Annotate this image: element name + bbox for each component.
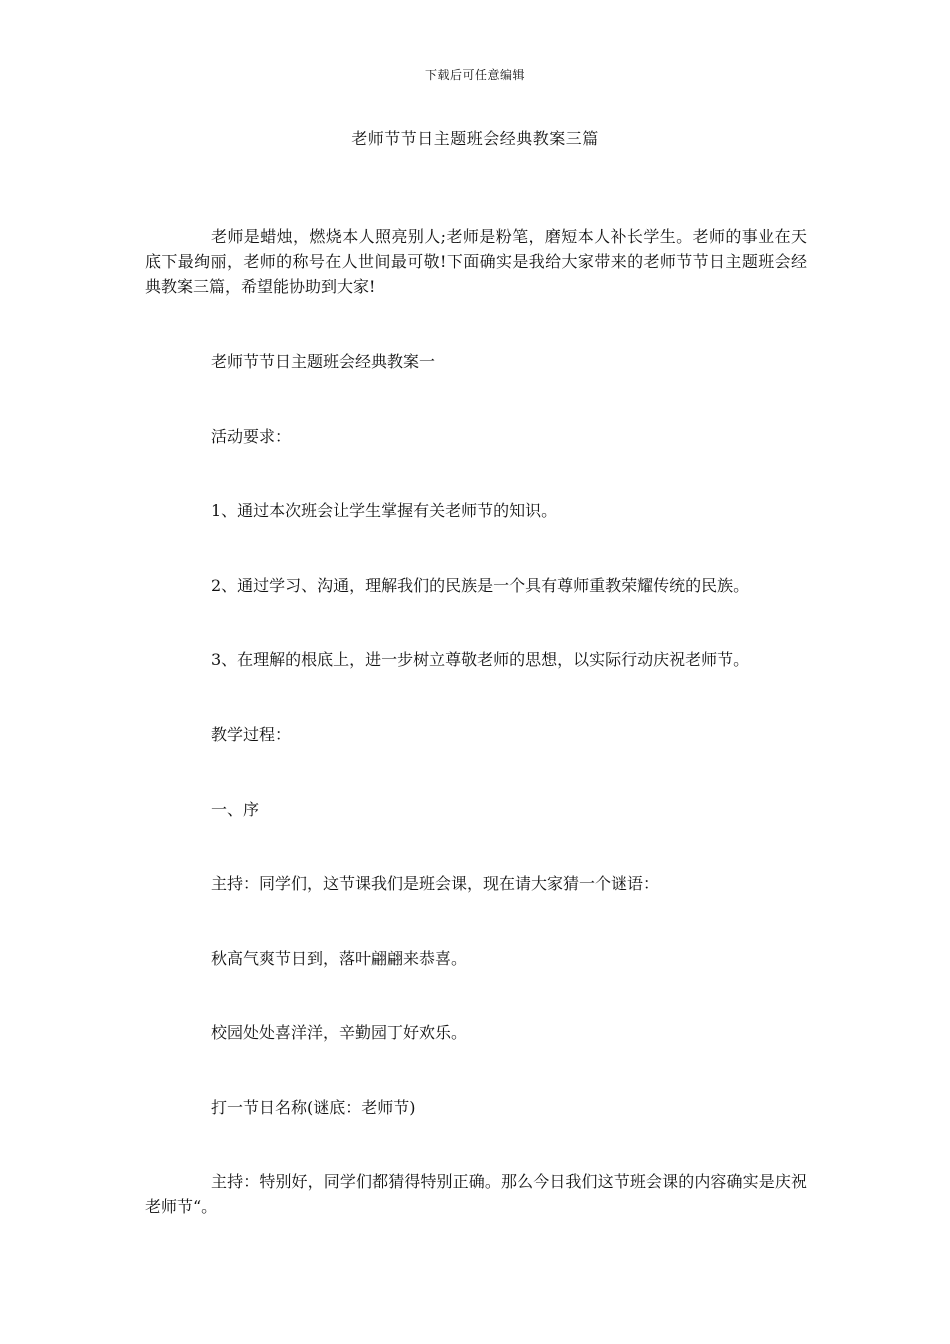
riddle-answer: 打一节日名称(谜底：老师节) [211,1098,416,1117]
requirement-2: 2、通过学习、沟通，理解我们的民族是一个具有尊师重教荣耀传统的民族。 [211,576,750,595]
requirement-3: 3、在理解的根底上，进一步树立尊敬老师的思想，以实际行动庆祝老师节。 [211,650,750,669]
host-line-1: 主持：同学们，这节课我们是班会课，现在请大家猜一个谜语： [211,874,660,893]
activity-requirements-heading: 活动要求： [211,427,292,446]
host-paragraph-2: 主持：特别好，同学们都猜得特别正确。那么今日我们这节班会课的内容确实是庆祝老师节“。 [145,1172,807,1216]
document-title: 老师节节日主题班会经典教案三篇 [351,129,599,148]
part-1-heading: 一、序 [211,800,260,819]
riddle-line-1: 秋高气爽节日到，落叶翩翩来恭喜。 [211,949,468,968]
section-1-title: 老师节节日主题班会经典教案一 [211,352,436,371]
requirement-1: 1、通过本次班会让学生掌握有关老师节的知识。 [211,501,558,520]
intro-paragraph: 老师是蜡烛，燃烧本人照亮别人;老师是粉笔，磨短本人补长学生。老师的事业在天底下最绚丽，老师的称号在人世间最可敬!下面确实是我给大家带来的老师节节日主题班会经典教案三篇，希望能协助到大家! [145,227,807,296]
teaching-process-heading: 教学过程： [211,725,292,744]
header-note: 下载后可任意编辑 [424,68,525,82]
riddle-line-2: 校园处处喜洋洋，辛勤园丁好欢乐。 [211,1023,468,1042]
